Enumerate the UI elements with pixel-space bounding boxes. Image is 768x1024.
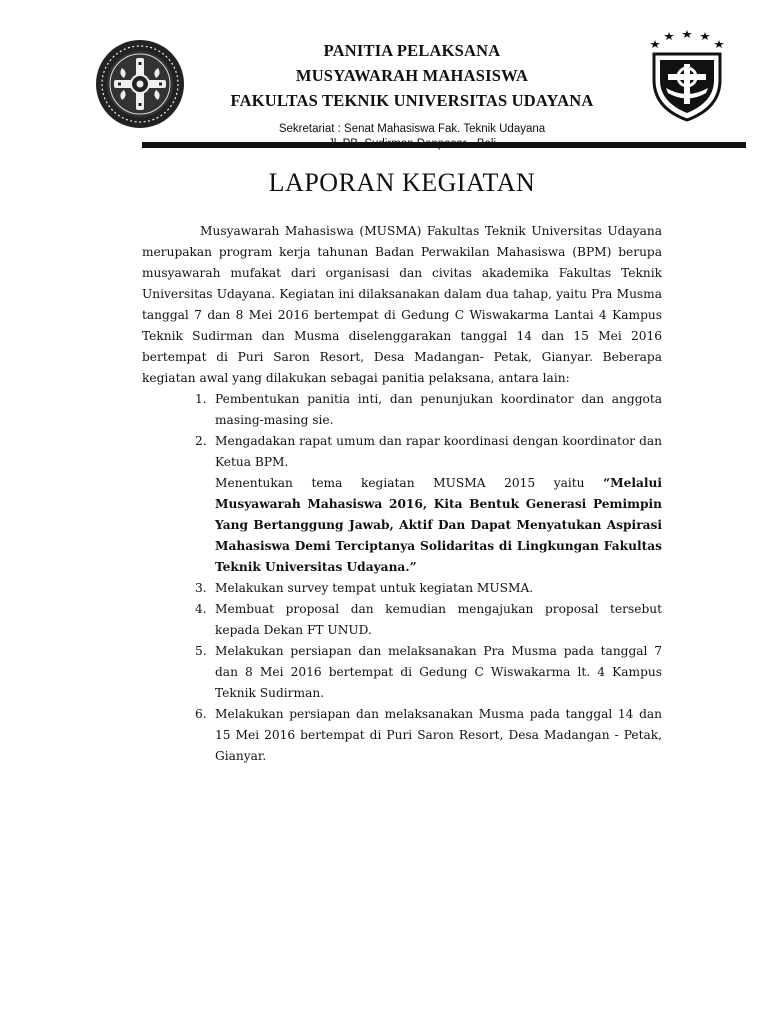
faculty-name: FAKULTAS TEKNIK UNIVERSITAS UDAYANA <box>230 91 594 110</box>
header-divider <box>142 142 746 148</box>
list-item-number: 6. <box>195 707 207 721</box>
intro-paragraph: Musyawarah Mahasiswa (MUSMA) Fakultas Teknik Universitas Udayana merupakan program kerja tahunan Badan Perwakilan Mahasiswa (BPM) berupa musyawarah mufakat dari organisasi dan civitas akademika Fakultas Teknik Universitas Udayana. Kegiatan ini dilaksanakan dalam dua tahap, yaitu Pra Musma tanggal 7 dan 8 Mei 2016 bertempat di Gedung C Wiswakarma Lantai 4 Kampus Teknik Sudirman dan Musma diselenggarakan tanggal 14 dan 15 Mei 2016 bertempat di Puri Saron Resort, Desa Madangan- Petak, Gianyar. Beberapa kegiatan awal yang dilakukan sebagai panitia pelaksana, antara lain: <box>142 224 662 385</box>
theme-prefix: Menentukan tema kegiatan MUSMA 2015 yaitu <box>215 476 604 490</box>
list-item-number: 2. <box>195 434 207 448</box>
university-seal-icon <box>94 38 186 130</box>
faculty-emblem-icon <box>646 30 728 122</box>
list-item <box>142 389 662 431</box>
letterhead <box>180 38 644 152</box>
list-item <box>142 641 662 704</box>
list-item-text: Melakukan persiapan dan melaksanakan Musma pada tanggal 14 dan 15 Mei 2016 bertempat di Puri Saron Resort, Desa Madangan - Petak, Gianyar. <box>215 707 662 763</box>
activity-list <box>142 389 662 473</box>
list-item-text: Membuat proposal dan kemudian mengajukan proposal tersebut kepada Dekan FT UNUD. <box>215 602 662 637</box>
list-item-text: Melakukan survey tempat untuk kegiatan MUSMA. <box>215 581 534 595</box>
list-item-number: 3. <box>195 581 207 595</box>
theme-statement: “Melalui Musyawarah Mahasiswa 2016, Kita Bentuk Generasi Pemimpin Yang Bertanggung Jawab, Aktif Dan Dapat Menyatukan Aspirasi Mahasiswa Demi Terciptanya Solidaritas di Lingkungan Fakultas Teknik Universitas Udayana.” <box>215 476 662 574</box>
list-item-text: Pembentukan panitia inti, dan penunjukan koordinator dan anggota masing-masing sie. <box>215 392 662 427</box>
list-item <box>142 599 662 641</box>
committee-name: PANITIA PELAKSANA <box>323 41 501 60</box>
document-body <box>142 221 662 767</box>
activity-list-continued <box>142 578 662 767</box>
list-item-text: Mengadakan rapat umum dan rapar koordinasi dengan koordinator dan Ketua BPM. <box>215 434 662 469</box>
list-item-text: Melakukan persiapan dan melaksanakan Pra Musma pada tanggal 7 dan 8 Mei 2016 bertempat di Gedung C Wiswakarma lt. 4 Kampus Teknik Sudirman. <box>215 644 662 700</box>
list-item-number: 1. <box>195 392 207 406</box>
list-item <box>142 578 662 599</box>
list-item <box>142 431 662 473</box>
document-title: LAPORAN KEGIATAN <box>268 168 536 197</box>
list-item-number: 5. <box>195 644 207 658</box>
list-item <box>142 704 662 767</box>
list-item-number: 4. <box>195 602 207 616</box>
secretariat-line: Sekretariat : Senat Mahasiswa Fak. Teknik Udayana <box>278 123 546 135</box>
event-name: MUSYAWARAH MAHASISWA <box>295 66 529 85</box>
theme-paragraph <box>142 473 662 578</box>
